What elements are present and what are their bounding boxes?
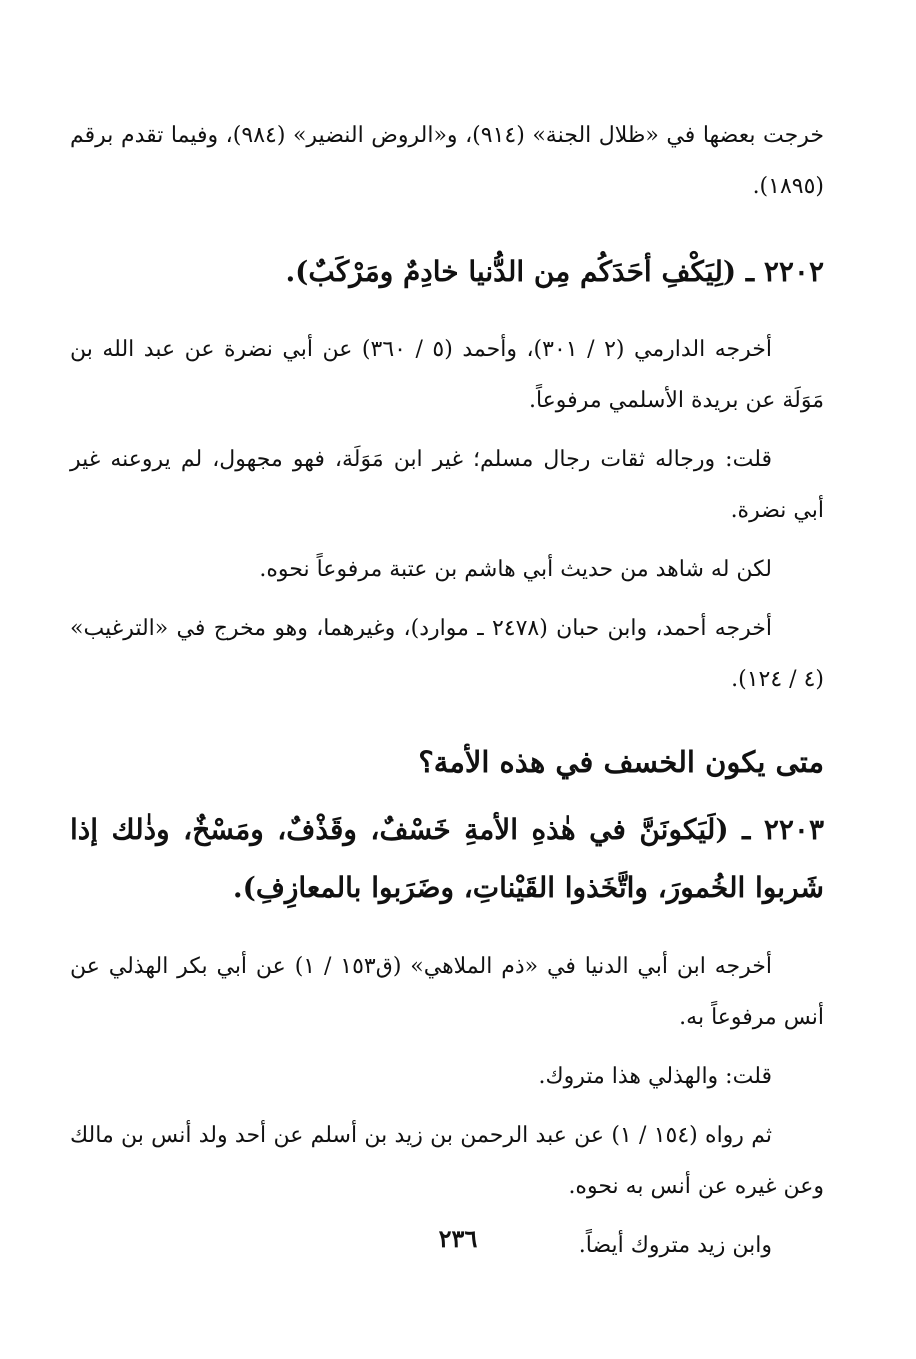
comment-paragraph: وابن زيد متروك أيضاً.: [578, 1233, 772, 1258]
takhrij-paragraph: أخرجه الدارمي (٢ / ٣٠١)، وأحمد (٥ / ٣٦٠) عن أبي نضرة عن عبد الله بن مَوَلَة عن بريدة الأسلمي مرفوعاً.: [70, 337, 824, 413]
continuation-paragraph: خرجت بعضها في «ظلال الجنة» (٩١٤)، و«الروض النضير» (٩٨٤)، وفيما تقدم برقم (١٨٩٥).: [70, 123, 824, 199]
narration-paragraph: ثم رواه (١٥٤ / ١) عن عبد الرحمن بن زيد بن أسلم عن أحد ولد أنس بن مالك وعن غيره عن أنس به نحوه.: [70, 1123, 824, 1199]
hadith-2202: ٢٢٠٢ ـ (لِيَكْفِ أحَدَكُم مِن الدُّنيا خادِمٌ ومَرْكَبٌ).: [285, 255, 824, 288]
comment-paragraph: قلت: والهذلي هذا متروك.: [538, 1064, 772, 1089]
takhrij-paragraph: أخرجه أحمد، وابن حبان (٢٤٧٨ ـ موارد)، وغيرهما، وهو مخرج في «الترغيب» (٤ / ١٢٤).: [70, 616, 824, 692]
page-number: ٢٣٦: [438, 1224, 478, 1253]
witness-paragraph: لكن له شاهد من حديث أبي هاشم بن عتبة مرفوعاً نحوه.: [259, 557, 772, 582]
section-heading: متى يكون الخسف في هذه الأمة؟: [418, 745, 824, 779]
takhrij-paragraph: أخرجه ابن أبي الدنيا في «ذم الملاهي» (ق١٥٣ / ١) عن أبي بكر الهذلي عن أنس مرفوعاً به.: [70, 954, 824, 1030]
hadith-2203: ٢٢٠٣ ـ (لَيَكونَنَّ في هٰذهِ الأمةِ خَسْفٌ، وقَذْفٌ، ومَسْخٌ، وذٰلك إذا شَربوا الخُمورَ، واتَّخَذوا القَيْناتِ، وضَرَبوا بالمعازِفِ).: [70, 813, 824, 904]
comment-paragraph: قلت: ورجاله ثقات رجال مسلم؛ غير ابن مَوَلَة، فهو مجهول، لم يروعنه غير أبي نضرة.: [70, 447, 824, 523]
